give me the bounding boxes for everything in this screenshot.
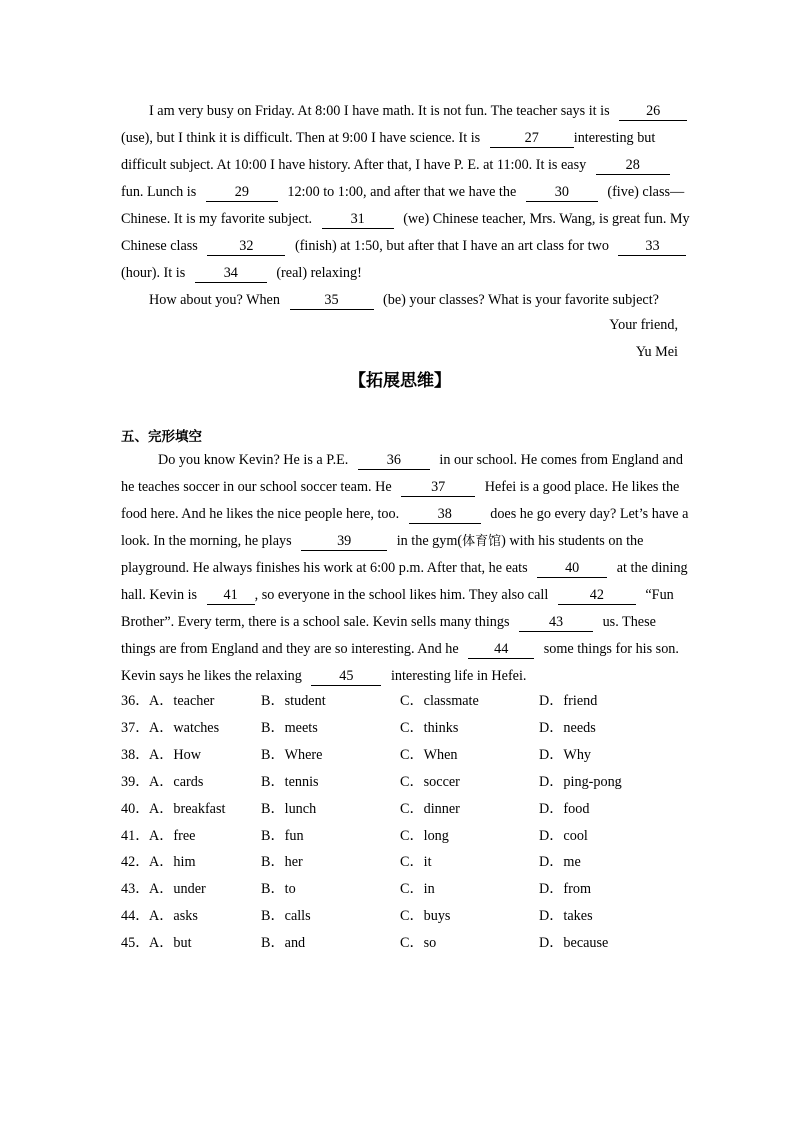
option-d[interactable]: D．Why (539, 747, 592, 763)
blank-42[interactable]: 42 (558, 588, 636, 605)
option-a[interactable]: A．asks (149, 908, 198, 924)
text: he teaches soccer in our school soccer team. He (121, 479, 392, 495)
text: (use), but I think it is difficult. Then at 9:00 I have science. It is (121, 130, 481, 146)
text: interesting but (573, 130, 656, 146)
blank-30[interactable]: 30 (526, 185, 598, 202)
text: difficult subject. At 10:00 I have history. After that, I have P. E. at 11:00. It is easy (121, 157, 587, 173)
passage-1-line (121, 263, 362, 283)
blank-43[interactable]: 43 (519, 615, 593, 632)
text: some things for his son. (543, 641, 679, 657)
text: in our school. He comes from England and (439, 452, 683, 468)
text: does he go every day? Let’s have a (490, 506, 689, 522)
option-c[interactable]: C．long (400, 828, 449, 844)
text: , so everyone in the school likes him. They also call (254, 587, 549, 603)
letter-signature: Yu Mei (635, 344, 678, 360)
option-row (121, 691, 681, 711)
text: 12:00 to 1:00, and after that we have the (287, 184, 517, 200)
text: things are from England and they are so interesting. And he (121, 641, 459, 657)
option-b[interactable]: B．and (261, 935, 306, 951)
text: (be) your classes? What is your favorite subject? (383, 292, 659, 308)
option-d[interactable]: D．takes (539, 908, 593, 924)
option-d[interactable]: D．because (539, 935, 609, 951)
passage-1-line (121, 182, 684, 202)
blank-27[interactable]: 27 (490, 131, 574, 148)
option-row (121, 906, 681, 926)
option-b[interactable]: B．tennis (261, 774, 319, 790)
option-c[interactable]: C．When (400, 747, 458, 763)
option-row (121, 745, 681, 765)
option-a[interactable]: A．free (149, 828, 196, 844)
option-b[interactable]: B．meets (261, 720, 318, 736)
blank-39[interactable]: 39 (301, 534, 387, 551)
blank-28[interactable]: 28 (596, 158, 670, 175)
text: (finish) at 1:50, but after that I have an art class for two (294, 238, 609, 254)
option-d[interactable]: D．friend (539, 693, 598, 709)
passage-2-line (158, 450, 683, 470)
question-number: 42． (121, 854, 150, 870)
passage-2-line (121, 666, 526, 686)
option-d[interactable]: D．needs (539, 720, 596, 736)
text: Hefei is a good place. He likes the (484, 479, 680, 495)
question-number: 36． (121, 693, 150, 709)
blank-36[interactable]: 36 (358, 453, 430, 470)
text: “Fun (645, 587, 674, 603)
text: look. In the morning, he plays (121, 533, 292, 549)
passage-2-line (121, 531, 643, 551)
option-row (121, 799, 681, 819)
text: Chinese class (121, 238, 198, 254)
question-number: 38． (121, 747, 150, 763)
question-number: 41． (121, 828, 150, 844)
blank-31[interactable]: 31 (322, 212, 394, 229)
blank-44[interactable]: 44 (468, 642, 534, 659)
option-c[interactable]: C．thinks (400, 720, 459, 736)
text: (hour). It is (121, 265, 186, 281)
option-b[interactable]: B．student (261, 693, 326, 709)
text: playground. He always finishes his work at 6:00 p.m. After that, he eats (121, 560, 528, 576)
option-b[interactable]: B．fun (261, 828, 304, 844)
passage-1-line (121, 209, 690, 229)
section-title: 五、完形填空 (121, 429, 202, 445)
letter-closing: Your friend, (609, 317, 678, 333)
option-row (121, 879, 681, 899)
option-row (121, 718, 681, 738)
question-number: 39． (121, 774, 150, 790)
option-row (121, 826, 681, 846)
passage-1-line (149, 101, 687, 121)
passage-1-line (149, 290, 659, 310)
text: hall. Kevin is (121, 587, 198, 603)
question-number: 44． (121, 908, 150, 924)
option-a[interactable]: A．cards (149, 774, 204, 790)
passage-2-line (121, 585, 674, 605)
section-heading: 【拓展思维】 (349, 371, 451, 391)
blank-33[interactable]: 33 (618, 239, 686, 256)
option-d[interactable]: D．cool (539, 828, 588, 844)
question-number: 45． (121, 935, 150, 951)
blank-29[interactable]: 29 (206, 185, 278, 202)
option-b[interactable]: B．calls (261, 908, 311, 924)
blank-40[interactable]: 40 (537, 561, 607, 578)
passage-1-line (121, 236, 686, 256)
option-c[interactable]: C．so (400, 935, 437, 951)
option-b[interactable]: B．to (261, 881, 296, 897)
option-c[interactable]: C．dinner (400, 801, 460, 817)
text: How about you? When (149, 292, 280, 308)
passage-2-line (121, 558, 688, 578)
option-a[interactable]: A．but (149, 935, 192, 951)
option-a[interactable]: A．breakfast (149, 801, 226, 817)
option-b[interactable]: B．Where (261, 747, 323, 763)
text-cjk: 体育馆 (462, 534, 502, 549)
text: (real) relaxing! (276, 265, 362, 281)
text: us. These (602, 614, 656, 630)
blank-26[interactable]: 26 (619, 104, 687, 121)
option-d[interactable]: D．me (539, 854, 581, 870)
blank-34[interactable]: 34 (195, 266, 267, 283)
text: food here. And he likes the nice people here, too. (121, 506, 400, 522)
option-b[interactable]: B．lunch (261, 801, 317, 817)
question-number: 37． (121, 720, 150, 736)
option-b[interactable]: B．her (261, 854, 303, 870)
option-a[interactable]: A．watches (149, 720, 220, 736)
blank-35[interactable]: 35 (290, 293, 374, 310)
question-number: 43． (121, 881, 150, 897)
question-number: 40． (121, 801, 150, 817)
text: in the gym( (396, 533, 463, 549)
text: fun. Lunch is (121, 184, 197, 200)
text: Chinese. It is my favorite subject. (121, 211, 313, 227)
option-a[interactable]: A．teacher (149, 693, 215, 709)
blank-38[interactable]: 38 (409, 507, 481, 524)
option-row (121, 772, 681, 792)
text: (five) class— (607, 184, 685, 200)
blank-32[interactable]: 32 (207, 239, 285, 256)
passage-2-line (121, 504, 688, 524)
option-c[interactable]: C．it (400, 854, 432, 870)
option-row (121, 852, 681, 872)
text: interesting life in Hefei. (390, 668, 527, 684)
text: Brother”. Every term, there is a school sale. Kevin sells many things (121, 614, 510, 630)
option-d[interactable]: D．ping-pong (539, 774, 622, 790)
passage-2-line (121, 612, 656, 632)
passage-2-line (121, 639, 679, 659)
option-c[interactable]: C．buys (400, 908, 451, 924)
option-a[interactable]: A．under (149, 881, 206, 897)
blank-45[interactable]: 45 (311, 669, 381, 686)
option-d[interactable]: D．food (539, 801, 590, 817)
option-a[interactable]: A．How (149, 747, 202, 763)
option-c[interactable]: C．soccer (400, 774, 460, 790)
passage-1-line (121, 128, 655, 148)
blank-41[interactable]: 41 (207, 588, 255, 605)
text: Do you know Kevin? He is a P.E. (158, 452, 349, 468)
option-d[interactable]: D．from (539, 881, 592, 897)
passage-2-line (121, 477, 679, 497)
blank-37[interactable]: 37 (401, 480, 475, 497)
option-a[interactable]: A．him (149, 854, 196, 870)
option-c[interactable]: C．in (400, 881, 435, 897)
option-c[interactable]: C．classmate (400, 693, 479, 709)
text: Kevin says he likes the relaxing (121, 668, 302, 684)
text: (we) Chinese teacher, Mrs. Wang, is great fun. My (403, 211, 690, 227)
text: I am very busy on Friday. At 8:00 I have math. It is not fun. The teacher says it is (149, 103, 610, 119)
passage-1-line (121, 155, 670, 175)
text: ) with his students on the (501, 533, 644, 549)
text: at the dining (616, 560, 688, 576)
option-row (121, 933, 681, 953)
